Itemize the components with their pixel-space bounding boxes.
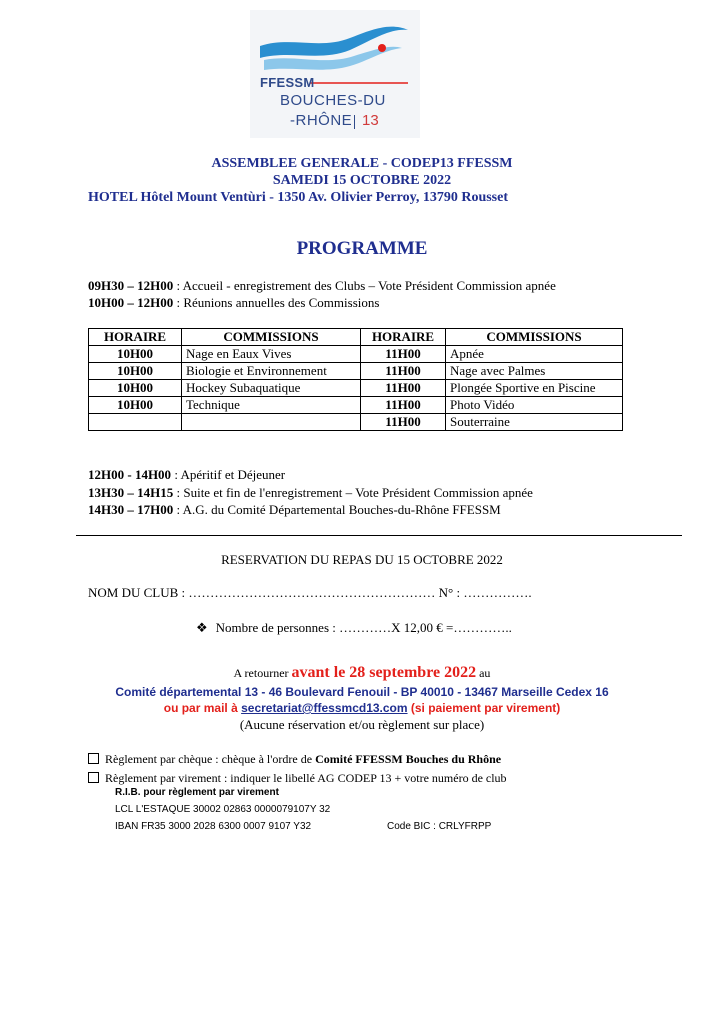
table-cell: Nage en Eaux Vives: [182, 346, 361, 363]
payment-option-virement[interactable]: [88, 771, 507, 786]
rib-bic: Code BIC : CRLYFRPP: [387, 821, 492, 832]
return-instructions: [0, 664, 724, 682]
schedule-line: [88, 485, 533, 501]
table-cell: Nage avec Palmes: [446, 363, 623, 380]
table-cell: 11H00: [361, 380, 446, 397]
ffessm-logo: [250, 10, 420, 138]
schedule-text: : Accueil - enregistrement des Clubs – Vote Président Commission apnée: [173, 278, 556, 293]
table-row: [89, 414, 623, 431]
table-row: [89, 397, 623, 414]
table-cell: Biologie et Environnement: [182, 363, 361, 380]
column-header: HORAIRE: [361, 329, 446, 346]
payment-option-cheque[interactable]: [88, 752, 501, 767]
table-cell: Plongée Sportive en Piscine: [446, 380, 623, 397]
schedule-time: 12H00 - 14H00: [88, 467, 172, 482]
return-deadline: avant le 28 septembre 2022: [291, 664, 477, 681]
rib-bank: LCL L'ESTAQUE 30002 02863 0000079107Y 32: [115, 804, 331, 815]
persons-count-field[interactable]: [196, 620, 512, 636]
schedule-text: : Apéritif et Déjeuner: [171, 467, 286, 482]
rib-title: R.I.B. pour règlement par virement: [115, 787, 279, 798]
table-cell: [89, 414, 182, 431]
schedule-time: 14H30 – 17H00: [88, 502, 174, 517]
table-cell: Hockey Subaquatique: [182, 380, 361, 397]
logo-separator: [354, 115, 355, 129]
table-header-row: [89, 329, 623, 346]
table-cell: Photo Vidéo: [446, 397, 623, 414]
table-cell: Technique: [182, 397, 361, 414]
title-date: SAMEDI 15 OCTOBRE 2022: [272, 173, 452, 188]
table-cell: Apnée: [446, 346, 623, 363]
table-cell: 10H00: [89, 380, 182, 397]
diamond-bullet-icon: ❖: [196, 620, 208, 635]
logo-brand: FFESSM: [260, 75, 315, 90]
title-assembly: ASSEMBLEE GENERALE - CODEP13 FFESSM: [211, 156, 513, 171]
table-cell: 11H00: [361, 414, 446, 431]
return-prefix: A retourner: [233, 666, 292, 680]
logo-region-line1: BOUCHES-DU: [280, 92, 386, 109]
red-dot-icon: [378, 44, 386, 52]
column-header: COMMISSIONS: [446, 329, 623, 346]
schedule-line: [88, 295, 379, 311]
table-cell: Souterraine: [446, 414, 623, 431]
schedule-text: : Réunions annuelles des Commissions: [173, 295, 380, 310]
table-cell: 10H00: [89, 397, 182, 414]
mail-line: [0, 701, 724, 715]
persons-count-text: Nombre de personnes : …………X 12,00 € =…………..: [215, 620, 512, 635]
commissions-table: [88, 328, 623, 431]
checkbox[interactable]: [88, 772, 99, 783]
logo-department: 13: [362, 112, 379, 129]
committee-address: Comité départemental 13 - 46 Boulevard Fenouil - BP 40010 - 13467 Marseille Cedex 16: [115, 685, 609, 699]
rib-iban: IBAN FR35 3000 2028 6300 0007 9107 Y32: [115, 821, 312, 832]
table-cell: 10H00: [89, 363, 182, 380]
table-cell: 10H00: [89, 346, 182, 363]
table-cell: 11H00: [361, 363, 446, 380]
schedule-time: 09H30 – 12H00: [88, 278, 174, 293]
table-cell: [182, 414, 361, 431]
column-header: HORAIRE: [89, 329, 182, 346]
table-cell: 11H00: [361, 397, 446, 414]
schedule-line: [88, 502, 501, 518]
table-row: [89, 363, 623, 380]
reservation-title: RESERVATION DU REPAS DU 15 OCTOBRE 2022: [221, 552, 503, 567]
hotel-address: HOTEL Hôtel Mount Ventùri - 1350 Av. Olivier Perroy, 13790 Rousset: [88, 190, 509, 205]
cheque-payee: Comité FFESSM Bouches du Rhône: [315, 752, 502, 766]
programme-heading: PROGRAMME: [296, 238, 428, 259]
table-row: [89, 380, 623, 397]
checkbox[interactable]: [88, 753, 99, 764]
reservation-note: (Aucune réservation et/ou règlement sur place): [239, 717, 485, 732]
virement-text: Règlement par virement : indiquer le libellé AG CODEP 13 + votre numéro de club: [105, 771, 507, 785]
schedule-line: [88, 278, 556, 294]
column-header: COMMISSIONS: [182, 329, 361, 346]
club-name-field[interactable]: NOM DU CLUB : ………………………………………………… N° : …………….: [88, 585, 532, 600]
cheque-text: Règlement par chèque : chèque à l'ordre de: [105, 752, 316, 766]
schedule-line: [88, 467, 285, 483]
mail-prefix: ou par mail à: [163, 701, 242, 715]
mail-suffix: (si paiement par virement): [407, 701, 561, 715]
schedule-text: : Suite et fin de l'enregistrement – Vote Président Commission apnée: [173, 485, 533, 500]
section-divider: [76, 535, 682, 536]
schedule-time: 13H30 – 14H15: [88, 485, 174, 500]
table-cell: 11H00: [361, 346, 446, 363]
table-row: [89, 346, 623, 363]
logo-region-line2: -RHÔNE: [290, 112, 353, 129]
return-suffix: au: [476, 666, 491, 680]
schedule-text: : A.G. du Comité Départemental Bouches-du-Rhône FFESSM: [173, 502, 501, 517]
email-link[interactable]: secretariat@ffessmcd13.com: [241, 701, 408, 715]
schedule-time: 10H00 – 12H00: [88, 295, 174, 310]
